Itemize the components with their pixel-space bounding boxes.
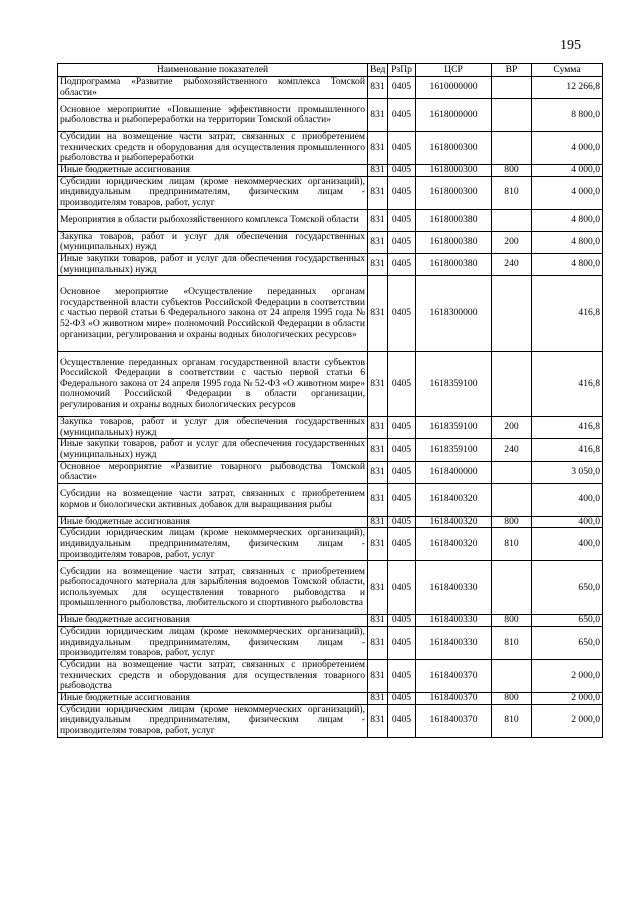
cell-vr	[492, 659, 532, 692]
table-row	[58, 483, 603, 516]
cell-name: Субсидии юридическим лицам (кроме некоммерческих организаций), индивидуальным предпринимателям, физическим лицам - производителям товаров, работ, услуг	[58, 176, 368, 209]
cell-ved: 831	[368, 77, 388, 99]
table-row	[58, 253, 603, 275]
cell-vr: 240	[492, 439, 532, 461]
cell-vr: 800	[492, 615, 532, 627]
table-row	[58, 99, 603, 132]
cell-rzpr: 0405	[388, 561, 416, 615]
cell-name: Осуществление переданных органам государственной власти субъектов Российской Федерации в соответствии с частью первой статьи 6 Федерального закона от 24 апреля 1995 года № 52-ФЗ «О животном мире» полномочий Российской Федерации в области организации, регулирования и охраны водных биологических ресурсов	[58, 352, 368, 417]
cell-vr: 810	[492, 528, 532, 561]
cell-name: Субсидии юридическим лицам (кроме некоммерческих организаций), индивидуальным предпринимателям, физическим лицам - производителям товаров, работ, услуг	[58, 704, 368, 737]
cell-ved: 831	[368, 561, 388, 615]
cell-sum: 400,0	[532, 528, 603, 561]
cell-ved: 831	[368, 439, 388, 461]
cell-csr: 1610000000	[416, 77, 492, 99]
cell-sum: 4 000,0	[532, 132, 603, 165]
cell-csr: 1618400000	[416, 461, 492, 483]
cell-vr: 240	[492, 253, 532, 275]
cell-ved: 831	[368, 615, 388, 627]
cell-rzpr: 0405	[388, 692, 416, 704]
table-row	[58, 516, 603, 528]
cell-sum: 416,8	[532, 417, 603, 439]
cell-sum: 4 800,0	[532, 253, 603, 275]
cell-sum: 3 050,0	[532, 461, 603, 483]
column-header-csr: ЦСР	[416, 64, 492, 77]
table-row	[58, 176, 603, 209]
cell-rzpr: 0405	[388, 231, 416, 253]
cell-vr	[492, 483, 532, 516]
cell-name: Иные бюджетные ассигнования	[58, 516, 368, 528]
cell-name: Субсидии на возмещение части затрат, связанных с приобретением рыбопосадочного материала для зарыбления водоемов Томской области, используемых для осуществления товарного рыбоводства и промышленного рыболовства, любительского и спортивного рыболовства	[58, 561, 368, 615]
cell-vr	[492, 352, 532, 417]
cell-ved: 831	[368, 231, 388, 253]
cell-sum: 4 800,0	[532, 209, 603, 231]
cell-rzpr: 0405	[388, 461, 416, 483]
cell-vr	[492, 99, 532, 132]
cell-name: Основное мероприятие «Развитие товарного рыбоводства Томской области»	[58, 461, 368, 483]
cell-ved: 831	[368, 626, 388, 659]
cell-name: Закупка товаров, работ и услуг для обеспечения государственных (муниципальных) нужд	[58, 417, 368, 439]
cell-sum: 4 000,0	[532, 176, 603, 209]
cell-rzpr: 0405	[388, 352, 416, 417]
cell-name: Закупка товаров, работ и услуг для обеспечения государственных (муниципальных) нужд	[58, 231, 368, 253]
cell-sum: 400,0	[532, 483, 603, 516]
cell-sum: 650,0	[532, 561, 603, 615]
cell-rzpr: 0405	[388, 209, 416, 231]
cell-csr: 1618359100	[416, 417, 492, 439]
cell-ved: 831	[368, 352, 388, 417]
table-row	[58, 209, 603, 231]
cell-name: Основное мероприятие «Повышение эффективности промышленного рыболовства и рыбопереработки на территории Томской области»	[58, 99, 368, 132]
cell-ved: 831	[368, 461, 388, 483]
cell-csr: 1618400330	[416, 615, 492, 627]
cell-sum: 416,8	[532, 439, 603, 461]
cell-csr: 1618400320	[416, 483, 492, 516]
cell-sum: 12 266,8	[532, 77, 603, 99]
cell-name: Иные бюджетные ассигнования	[58, 692, 368, 704]
cell-rzpr: 0405	[388, 704, 416, 737]
column-header-ved: Вед	[368, 64, 388, 77]
table-row	[58, 165, 603, 177]
cell-csr: 1618000300	[416, 176, 492, 209]
cell-vr: 810	[492, 176, 532, 209]
cell-name: Иные закупки товаров, работ и услуг для обеспечения государственных (муниципальных) нужд	[58, 439, 368, 461]
cell-sum: 650,0	[532, 626, 603, 659]
cell-ved: 831	[368, 165, 388, 177]
cell-vr	[492, 77, 532, 99]
table-row	[58, 77, 603, 99]
cell-sum: 4 000,0	[532, 165, 603, 177]
page-number: 195	[560, 38, 581, 53]
cell-ved: 831	[368, 417, 388, 439]
cell-vr	[492, 276, 532, 352]
cell-csr: 1618000380	[416, 209, 492, 231]
cell-sum: 416,8	[532, 276, 603, 352]
cell-name: Подпрограмма «Развитие рыбохозяйственного комплекса Томской области»	[58, 77, 368, 99]
cell-csr: 1618000300	[416, 165, 492, 177]
cell-vr	[492, 132, 532, 165]
cell-ved: 831	[368, 99, 388, 132]
cell-rzpr: 0405	[388, 516, 416, 528]
cell-vr: 800	[492, 516, 532, 528]
cell-sum: 4 800,0	[532, 231, 603, 253]
cell-rzpr: 0405	[388, 659, 416, 692]
cell-vr	[492, 461, 532, 483]
table-header-row	[58, 64, 603, 77]
cell-csr: 1618400330	[416, 561, 492, 615]
cell-vr	[492, 561, 532, 615]
cell-rzpr: 0405	[388, 99, 416, 132]
cell-csr: 1618400320	[416, 516, 492, 528]
cell-csr: 1618359100	[416, 352, 492, 417]
cell-name: Субсидии юридическим лицам (кроме некоммерческих организаций), индивидуальным предпринимателям, физическим лицам - производителям товаров, работ, услуг	[58, 626, 368, 659]
cell-csr: 1618000380	[416, 253, 492, 275]
cell-rzpr: 0405	[388, 439, 416, 461]
cell-rzpr: 0405	[388, 253, 416, 275]
cell-rzpr: 0405	[388, 528, 416, 561]
cell-ved: 831	[368, 209, 388, 231]
table-row	[58, 659, 603, 692]
cell-ved: 831	[368, 528, 388, 561]
cell-rzpr: 0405	[388, 615, 416, 627]
cell-csr: 1618000300	[416, 132, 492, 165]
cell-ved: 831	[368, 692, 388, 704]
cell-sum: 416,8	[532, 352, 603, 417]
cell-csr: 1618400320	[416, 528, 492, 561]
table-row	[58, 276, 603, 352]
cell-vr: 200	[492, 417, 532, 439]
cell-name: Иные бюджетные ассигнования	[58, 615, 368, 627]
table-row	[58, 439, 603, 461]
cell-rzpr: 0405	[388, 165, 416, 177]
cell-ved: 831	[368, 253, 388, 275]
table-row	[58, 528, 603, 561]
table-row	[58, 626, 603, 659]
cell-vr: 810	[492, 626, 532, 659]
cell-sum: 400,0	[532, 516, 603, 528]
cell-sum: 650,0	[532, 615, 603, 627]
cell-csr: 1618300000	[416, 276, 492, 352]
column-header-sum: Сумма	[532, 64, 603, 77]
cell-name: Субсидии на возмещение части затрат, связанных с приобретением технических средств и оборудования для осуществления товарного рыбоводства	[58, 659, 368, 692]
cell-ved: 831	[368, 276, 388, 352]
cell-vr: 800	[492, 692, 532, 704]
table-row	[58, 132, 603, 165]
table-row	[58, 461, 603, 483]
cell-name: Иные закупки товаров, работ и услуг для обеспечения государственных (муниципальных) нужд	[58, 253, 368, 275]
cell-name: Субсидии на возмещение части затрат, связанных с приобретением кормов и биологически активных добавок для выращивания рыбы	[58, 483, 368, 516]
cell-ved: 831	[368, 483, 388, 516]
table-row	[58, 231, 603, 253]
cell-rzpr: 0405	[388, 417, 416, 439]
cell-name: Мероприятия в области рыбохозяйственного комплекса Томской области	[58, 209, 368, 231]
cell-rzpr: 0405	[388, 132, 416, 165]
cell-vr	[492, 209, 532, 231]
column-header-name: Наименование показателей	[58, 64, 368, 77]
table-row	[58, 352, 603, 417]
cell-rzpr: 0405	[388, 176, 416, 209]
cell-csr: 1618000380	[416, 231, 492, 253]
cell-sum: 2 000,0	[532, 704, 603, 737]
cell-csr: 1618400370	[416, 692, 492, 704]
cell-sum: 2 000,0	[532, 692, 603, 704]
cell-ved: 831	[368, 704, 388, 737]
cell-csr: 1618400330	[416, 626, 492, 659]
table-row	[58, 561, 603, 615]
cell-rzpr: 0405	[388, 276, 416, 352]
cell-csr: 1618000000	[416, 99, 492, 132]
table-row	[58, 417, 603, 439]
cell-vr: 810	[492, 704, 532, 737]
column-header-vr: ВР	[492, 64, 532, 77]
cell-rzpr: 0405	[388, 483, 416, 516]
column-header-rzpr: РзПр	[388, 64, 416, 77]
cell-vr: 200	[492, 231, 532, 253]
cell-rzpr: 0405	[388, 626, 416, 659]
cell-name: Основное мероприятие «Осуществление переданных органам государственной власти субъектов Российской Федерации в соответствии с частью первой статьи 6 Федерального закона от 24 апреля 1995 года № 52-ФЗ «О животном мире» полномочий Российской Федерации в области организации, регулирования и охраны водных биологических ресурсов»	[58, 276, 368, 352]
cell-vr: 800	[492, 165, 532, 177]
cell-name: Субсидии на возмещение части затрат, связанных с приобретением технических средств и оборудования для осуществления промышленного рыболовства и рыбопереработки	[58, 132, 368, 165]
cell-csr: 1618400370	[416, 704, 492, 737]
cell-name: Иные бюджетные ассигнования	[58, 165, 368, 177]
cell-rzpr: 0405	[388, 77, 416, 99]
table-body	[58, 77, 603, 738]
cell-ved: 831	[368, 659, 388, 692]
budget-table	[57, 63, 603, 738]
cell-csr: 1618400370	[416, 659, 492, 692]
table-row	[58, 704, 603, 737]
table-row	[58, 615, 603, 627]
cell-sum: 2 000,0	[532, 659, 603, 692]
cell-ved: 831	[368, 516, 388, 528]
cell-ved: 831	[368, 176, 388, 209]
cell-csr: 1618359100	[416, 439, 492, 461]
table-row	[58, 692, 603, 704]
cell-name: Субсидии юридическим лицам (кроме некоммерческих организаций), индивидуальным предпринимателям, физическим лицам - производителям товаров, работ, услуг	[58, 528, 368, 561]
cell-ved: 831	[368, 132, 388, 165]
cell-sum: 8 800,0	[532, 99, 603, 132]
